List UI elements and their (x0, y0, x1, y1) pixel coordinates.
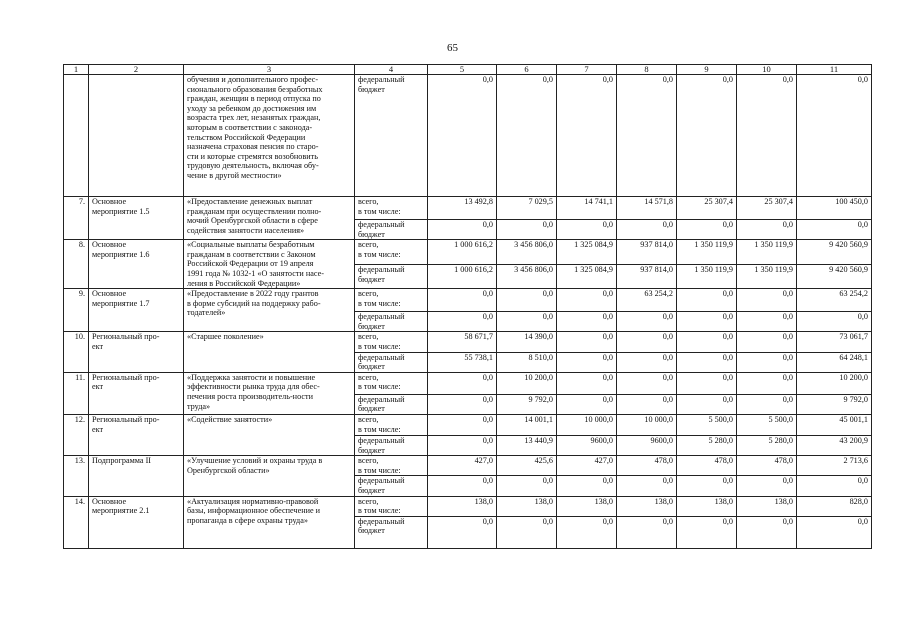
funding-source-total-cell: всего, в том числе: (355, 197, 428, 220)
value-cell: 0,0 (428, 372, 497, 394)
value-cell: 9 420 560,9 (797, 240, 872, 265)
row-number-cell (64, 75, 89, 197)
value-cell: 1 000 616,2 (428, 265, 497, 289)
value-cell: 9 792,0 (497, 394, 557, 414)
value-cell: 14 741,1 (557, 197, 617, 220)
value-cell: 63 254,2 (617, 289, 677, 312)
value-cell: 937 814,0 (617, 240, 677, 265)
value-cell: 0,0 (737, 516, 797, 548)
column-header: 9 (677, 65, 737, 75)
value-cell: 427,0 (428, 456, 497, 476)
column-header: 1 (64, 65, 89, 75)
value-cell: 13 440,9 (497, 435, 557, 455)
value-cell: 138,0 (677, 496, 737, 516)
value-cell: 5 500,0 (737, 414, 797, 435)
value-cell: 9 420 560,9 (797, 265, 872, 289)
column-header: 11 (797, 65, 872, 75)
value-cell: 14 001,1 (497, 414, 557, 435)
column-header: 10 (737, 65, 797, 75)
funding-source-cell: федеральный бюджет (355, 75, 428, 197)
value-cell: 9600,0 (617, 435, 677, 455)
value-cell: 0,0 (677, 312, 737, 332)
funding-source-total-cell: всего, в том числе: (355, 414, 428, 435)
value-cell: 0,0 (737, 476, 797, 496)
value-cell: 100 450,0 (797, 197, 872, 220)
value-cell: 0,0 (557, 394, 617, 414)
value-cell: 0,0 (797, 75, 872, 197)
value-cell: 0,0 (677, 220, 737, 240)
value-cell: 0,0 (428, 516, 497, 548)
funding-source-total-cell: всего, в том числе: (355, 289, 428, 312)
value-cell: 0,0 (617, 312, 677, 332)
row-number-cell: 13. (64, 456, 89, 496)
column-header: 6 (497, 65, 557, 75)
item-name-cell: Основное мероприятие 1.5 (89, 197, 184, 240)
value-cell: 1 000 616,2 (428, 240, 497, 265)
value-cell: 1 325 084,9 (557, 240, 617, 265)
budget-table (63, 64, 872, 549)
value-cell: 478,0 (617, 456, 677, 476)
value-cell: 0,0 (428, 220, 497, 240)
row-number-cell: 14. (64, 496, 89, 548)
value-cell: 0,0 (557, 476, 617, 496)
value-cell: 0,0 (737, 75, 797, 197)
funding-source-federal-cell: федеральный бюджет (355, 352, 428, 372)
value-cell: 1 350 119,9 (677, 240, 737, 265)
value-cell: 0,0 (617, 75, 677, 197)
value-cell: 0,0 (677, 476, 737, 496)
value-cell: 1 350 119,9 (737, 265, 797, 289)
value-cell: 13 492,8 (428, 197, 497, 220)
funding-source-federal-cell: федеральный бюджет (355, 435, 428, 455)
funding-source-total-cell: всего, в том числе: (355, 496, 428, 516)
value-cell: 73 061,7 (797, 332, 872, 352)
value-cell: 0,0 (497, 75, 557, 197)
value-cell: 138,0 (497, 496, 557, 516)
value-cell: 1 350 119,9 (737, 240, 797, 265)
row-number-cell: 9. (64, 289, 89, 332)
value-cell: 10 000,0 (557, 414, 617, 435)
column-header: 3 (184, 65, 355, 75)
funding-source-federal-cell: федеральный бюджет (355, 516, 428, 548)
continuation-row (64, 75, 872, 197)
funding-source-federal-cell: федеральный бюджет (355, 265, 428, 289)
table-row (64, 414, 872, 435)
item-name-cell: Основное мероприятие 1.6 (89, 240, 184, 289)
funding-source-total-cell: всего, в том числе: (355, 456, 428, 476)
value-cell: 0,0 (617, 352, 677, 372)
value-cell: 55 738,1 (428, 352, 497, 372)
value-cell: 138,0 (617, 496, 677, 516)
item-description-cell: «Социальные выплаты безработным гражданам в соответствии с Законом Российской Федерации от 19 апреля 1991 года № 1032-1 «О занятости насе- ления в Российской Федерации» (184, 240, 355, 289)
item-description-cell: «Содействие занятости» (184, 414, 355, 455)
value-cell: 1 350 119,9 (677, 265, 737, 289)
value-cell: 5 280,0 (677, 435, 737, 455)
value-cell: 0,0 (497, 476, 557, 496)
value-cell: 5 280,0 (737, 435, 797, 455)
row-number-cell: 11. (64, 372, 89, 414)
item-description-cell: «Улучшение условий и охраны труда в Оренбургской области» (184, 456, 355, 496)
value-cell: 0,0 (677, 332, 737, 352)
value-cell: 1 325 084,9 (557, 265, 617, 289)
value-cell: 0,0 (737, 220, 797, 240)
row-number-cell: 7. (64, 197, 89, 240)
funding-source-total-cell: всего, в том числе: (355, 332, 428, 352)
value-cell: 25 307,4 (677, 197, 737, 220)
value-cell: 0,0 (677, 516, 737, 548)
item-name-cell: Основное мероприятие 2.1 (89, 496, 184, 548)
value-cell: 14 390,0 (497, 332, 557, 352)
table-row (64, 496, 872, 516)
value-cell: 0,0 (677, 394, 737, 414)
value-cell: 9 792,0 (797, 394, 872, 414)
value-cell: 0,0 (677, 372, 737, 394)
column-header: 8 (617, 65, 677, 75)
value-cell: 10 000,0 (617, 414, 677, 435)
value-cell: 0,0 (428, 394, 497, 414)
item-description-cell: «Старшее поколение» (184, 332, 355, 372)
value-cell: 0,0 (677, 352, 737, 372)
value-cell: 14 571,8 (617, 197, 677, 220)
table-row (64, 456, 872, 476)
value-cell: 9600,0 (557, 435, 617, 455)
value-cell: 0,0 (677, 75, 737, 197)
value-cell: 0,0 (428, 414, 497, 435)
item-description-cell: «Предоставление в 2022 году грантов в форме субсидий на поддержку рабо- тодателей» (184, 289, 355, 332)
value-cell: 0,0 (737, 289, 797, 312)
value-cell: 0,0 (497, 312, 557, 332)
value-cell: 63 254,2 (797, 289, 872, 312)
value-cell: 43 200,9 (797, 435, 872, 455)
value-cell: 0,0 (557, 352, 617, 372)
value-cell: 8 510,0 (497, 352, 557, 372)
value-cell: 25 307,4 (737, 197, 797, 220)
value-cell: 138,0 (428, 496, 497, 516)
value-cell: 0,0 (428, 289, 497, 312)
value-cell: 0,0 (617, 332, 677, 352)
column-header: 7 (557, 65, 617, 75)
value-cell: 0,0 (617, 372, 677, 394)
value-cell: 0,0 (797, 220, 872, 240)
value-cell: 0,0 (557, 516, 617, 548)
column-header: 4 (355, 65, 428, 75)
column-header: 5 (428, 65, 497, 75)
column-header: 2 (89, 65, 184, 75)
value-cell: 0,0 (617, 476, 677, 496)
value-cell: 0,0 (737, 394, 797, 414)
table-row (64, 332, 872, 352)
item-name-cell: Региональный про- ект (89, 332, 184, 372)
value-cell: 0,0 (737, 372, 797, 394)
value-cell: 427,0 (557, 456, 617, 476)
value-cell: 0,0 (617, 394, 677, 414)
value-cell: 0,0 (497, 220, 557, 240)
value-cell: 478,0 (677, 456, 737, 476)
row-number-cell: 8. (64, 240, 89, 289)
item-description-cell: «Актуализация нормативно-правовой базы, информационное обеспечение и пропаганда в сфере охраны труда» (184, 496, 355, 548)
value-cell: 0,0 (428, 75, 497, 197)
table-row (64, 289, 872, 312)
table-row (64, 197, 872, 220)
item-name-cell: Региональный про- ект (89, 414, 184, 455)
item-description-cell: «Поддержка занятости и повышение эффективности рынка труда для обес- печения роста производитель-ности труда» (184, 372, 355, 414)
row-number-cell: 12. (64, 414, 89, 455)
value-cell: 0,0 (617, 516, 677, 548)
value-cell: 0,0 (797, 516, 872, 548)
value-cell: 2 713,6 (797, 456, 872, 476)
value-cell: 45 001,1 (797, 414, 872, 435)
value-cell: 0,0 (557, 372, 617, 394)
table-row (64, 240, 872, 265)
value-cell: 0,0 (497, 516, 557, 548)
value-cell: 0,0 (428, 312, 497, 332)
item-name-cell (89, 75, 184, 197)
row-number-cell: 10. (64, 332, 89, 372)
item-description-cell: «Предоставление денежных выплат гражданам при осуществлении полно- мочий Оренбургской области в сфере содействия занятости населения» (184, 197, 355, 240)
funding-source-total-cell: всего, в том числе: (355, 240, 428, 265)
value-cell: 10 200,0 (497, 372, 557, 394)
value-cell: 0,0 (497, 289, 557, 312)
value-cell: 3 456 806,0 (497, 265, 557, 289)
value-cell: 138,0 (737, 496, 797, 516)
value-cell: 0,0 (428, 476, 497, 496)
value-cell: 0,0 (557, 312, 617, 332)
value-cell: 0,0 (737, 352, 797, 372)
value-cell: 3 456 806,0 (497, 240, 557, 265)
value-cell: 0,0 (677, 289, 737, 312)
funding-source-federal-cell: федеральный бюджет (355, 394, 428, 414)
value-cell: 425,6 (497, 456, 557, 476)
value-cell: 0,0 (797, 312, 872, 332)
item-name-cell: Основное мероприятие 1.7 (89, 289, 184, 332)
value-cell: 7 029,5 (497, 197, 557, 220)
value-cell: 0,0 (557, 332, 617, 352)
value-cell: 10 200,0 (797, 372, 872, 394)
funding-source-total-cell: всего, в том числе: (355, 372, 428, 394)
value-cell: 0,0 (737, 332, 797, 352)
value-cell: 64 248,1 (797, 352, 872, 372)
value-cell: 828,0 (797, 496, 872, 516)
funding-source-federal-cell: федеральный бюджет (355, 220, 428, 240)
value-cell: 58 671,7 (428, 332, 497, 352)
item-name-cell: Подпрограмма II (89, 456, 184, 496)
value-cell: 138,0 (557, 496, 617, 516)
item-description-cell: обучения и дополнительного профес- сионального образования безработных граждан, женщин в период отпуска по уходу за ребенком до достижения им возраста трех лет, незанятых граждан, которым в соответствии с законода- тельством Российской Федерации назначена страховая пенсия по старо- сти и которые стремятся возобновить трудовую деятельность, включая обу- чение в другой местности» (184, 75, 355, 197)
value-cell: 937 814,0 (617, 265, 677, 289)
funding-source-federal-cell: федеральный бюджет (355, 312, 428, 332)
value-cell: 0,0 (617, 220, 677, 240)
value-cell: 0,0 (737, 312, 797, 332)
table-row (64, 372, 872, 394)
value-cell: 0,0 (428, 435, 497, 455)
value-cell: 0,0 (557, 220, 617, 240)
value-cell: 0,0 (797, 476, 872, 496)
value-cell: 0,0 (557, 75, 617, 197)
value-cell: 5 500,0 (677, 414, 737, 435)
column-header-row (64, 65, 872, 75)
item-name-cell: Региональный про- ект (89, 372, 184, 414)
page-number: 65 (447, 42, 458, 54)
funding-source-federal-cell: федеральный бюджет (355, 476, 428, 496)
value-cell: 0,0 (557, 289, 617, 312)
value-cell: 478,0 (737, 456, 797, 476)
